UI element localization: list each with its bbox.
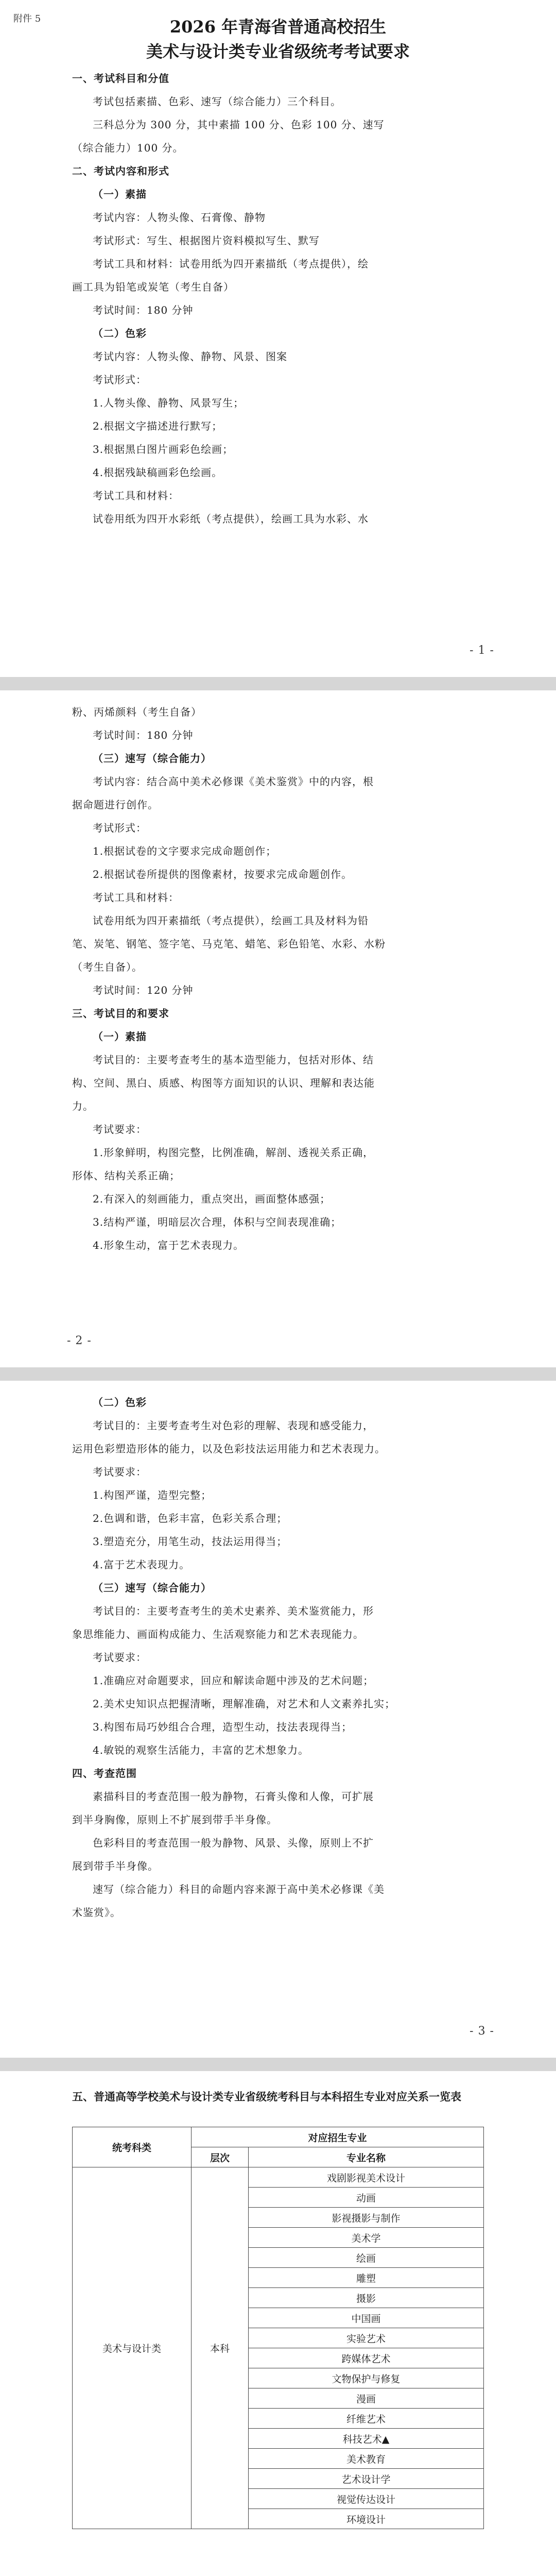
section-heading: 三、考试目的和要求 [72,1007,169,1020]
major-name-cell: 环境设计 [249,2509,484,2529]
major-name-cell: 跨媒体艺术 [249,2348,484,2368]
paragraph-line: 考试要求： [93,1123,147,1136]
section-heading: 一、考试科目和分值 [72,72,169,84]
major-name-cell: 视觉传达设计 [249,2489,484,2509]
paragraph-line: 2.色调和谐，色彩丰富，色彩关系合理； [93,1512,288,1524]
paragraph-line: 考试目的：主要考查考生的基本造型能力，包括对形体、结 [93,1054,374,1066]
page-2-body [72,701,484,1257]
page-4-content [72,2087,484,2529]
page-gap-3 [0,2058,556,2071]
section-heading: 四、考查范围 [72,1767,137,1780]
major-name-cell: 实验艺术 [249,2328,484,2348]
annex-label: 附件 5 [13,13,41,24]
paragraph-line: 1.根据试卷的文字要求完成命题创作； [93,845,277,857]
paragraph-line: 三科总分为 300 分，其中素描 100 分、色彩 100 分、速写 [93,118,385,131]
paragraph-line: 考试形式： [93,374,147,386]
paragraph-line: 构、空间、黑白、质感、构图等方面知识的认识、理解和表达能 [72,1077,375,1089]
paragraph-line: 1.构图严谨，造型完整； [93,1489,212,1501]
paragraph-line: 考试内容：人物头像、静物、风景、图案 [93,350,287,363]
paragraph-line: 试卷用纸为四开素描纸（考点提供），绘画工具及材料为铅 [93,914,369,927]
major-name-cell: 艺术设计学 [249,2469,484,2489]
major-name-cell: 文物保护与修复 [249,2368,484,2388]
major-name-cell: 影视摄影与制作 [249,2208,484,2228]
major-name-cell: 美术教育 [249,2449,484,2469]
paragraph-line: 考试目的：主要考查考生对色彩的理解、表现和感受能力， [93,1419,374,1432]
paragraph-line: （综合能力）100 分。 [72,142,184,154]
paragraph-line: 考试目的：主要考查考生的美术史素养、美术鉴赏能力，形 [93,1605,374,1617]
paragraph-line: 3.构图布局巧妙组合合理，造型生动，技法表现得当； [93,1721,353,1733]
section-heading: （三）速写（综合能力） [93,752,212,765]
paragraph-line: 4.形象生动，富于艺术表现力。 [93,1239,245,1251]
paragraph-line: 展到带手半身像。 [72,1860,159,1872]
paragraph-line: 笔、炭笔、钢笔、签字笔、马克笔、蜡笔、彩色铅笔、水彩、水粉 [72,938,386,950]
table-row [73,2167,484,2188]
page-number-3: - 3 - [470,2025,494,2038]
page-3-body [72,1391,484,1924]
subject-cell: 美术与设计类 [73,2167,192,2529]
header-name: 专业名称 [249,2147,484,2167]
page-gap-1 [0,677,556,690]
paragraph-line: 素描科目的考查范围一般为静物，石膏头像和人像，可扩展 [93,1790,374,1803]
major-name-cell: 美术学 [249,2228,484,2248]
paragraph-line: 3.结构严谨，明暗层次合理，体积与空间表现准确； [93,1216,342,1228]
paragraph-line: 色彩科目的考查范围一般为静物、风景、头像，原则上不扩 [93,1837,374,1849]
major-name-cell: 戏剧影视美术设计 [249,2167,484,2188]
header-level: 层次 [192,2147,249,2167]
paragraph-line: 考试形式：写生、根据图片资料模拟写生、默写 [93,234,320,247]
paragraph-line: 1.准确应对命题要求，回应和解读命题中涉及的艺术问题； [93,1674,374,1687]
major-mapping-table [72,2127,484,2529]
major-name-cell: 摄影 [249,2288,484,2308]
paragraph-line: 4.富于艺术表现力。 [93,1558,190,1571]
paragraph-line: 考试工具和材料： [93,489,179,502]
major-name-cell: 纤维艺术 [249,2409,484,2429]
paragraph-line: 1.人物头像、静物、风景写生； [93,397,245,409]
paragraph-line: 2.美术史知识点把握清晰，理解准确，对艺术和人文素养扎实； [93,1698,396,1710]
paragraph-line: 运用色彩塑造形体的能力，以及色彩技法运用能力和艺术表现力。 [72,1443,386,1455]
paragraph-line: 术鉴赏》。 [72,1906,121,1919]
paragraph-line: 考试时间：120 分钟 [93,984,194,996]
page-gap-2 [0,1367,556,1381]
paragraph-line: 考试时间：180 分钟 [93,304,194,316]
major-name-cell: 漫画 [249,2388,484,2409]
paragraph-line: 据命题进行创作。 [72,799,159,811]
header-major: 对应招生专业 [192,2127,484,2147]
section-heading: （二）色彩 [93,1396,147,1409]
document-title-line-1: 2026 年青海省普通高校招生 [169,17,387,37]
paragraph-line: 3.根据黑白图片画彩色绘画； [93,443,234,455]
paragraph-line: 考试内容：结合高中美术必修课《美术鉴赏》中的内容，根 [93,775,374,788]
page-number-2: - 2 - [67,1334,92,1347]
paragraph-line: 速写（综合能力）科目的命题内容来源于高中美术必修课《美 [93,1883,385,1895]
paragraph-line: 1.形象鲜明，构图完整，比例准确，解剖、透视关系正确， [93,1146,374,1159]
paragraph-line: （考生自备）。 [72,961,143,973]
paragraph-line: 4.敏锐的观察生活能力，丰富的艺术想象力。 [93,1744,309,1756]
major-name-cell: 雕塑 [249,2268,484,2288]
paragraph-line: 考试要求： [93,1466,147,1478]
section-heading: （二）色彩 [93,327,147,340]
paragraph-line: 试卷用纸为四开水彩纸（考点提供），绘画工具为水彩、水 [93,513,369,525]
paragraph-line: 粉、丙烯颜料（考生自备） [72,706,202,718]
major-name-cell: 科技艺术▲ [249,2429,484,2449]
paragraph-line: 考试内容：人物头像、石膏像、静物 [93,211,266,224]
page-1-body [72,67,484,531]
paragraph-line: 到半身胸像，原则上不扩展到带手半身像。 [72,1814,277,1826]
level-cell: 本科 [192,2167,249,2529]
paragraph-line: 2.根据试卷所提供的图像素材，按要求完成命题创作。 [93,868,353,880]
major-name-cell: 绘画 [249,2248,484,2268]
major-name-cell: 动画 [249,2188,484,2208]
paragraph-line: 2.有深入的刻画能力，重点突出，画面整体感强； [93,1193,331,1205]
paragraph-line: 考试形式： [93,822,147,834]
paragraph-line: 考试工具和材料： [93,891,179,904]
paragraph-line: 形体、结构关系正确； [72,1170,180,1182]
paragraph-line: 2.根据文字描述进行默写； [93,420,223,432]
section-heading: （三）速写（综合能力） [93,1582,212,1594]
paragraph-line: 考试工具和材料：试卷用纸为四开素描纸（考点提供），绘 [93,258,369,270]
paragraph-line: 考试时间：180 分钟 [93,729,194,741]
section-heading: （一）素描 [93,1030,147,1043]
paragraph-line: 力。 [72,1100,94,1112]
page-number-1: - 1 - [470,644,494,657]
paragraph-line: 考试要求： [93,1651,147,1664]
paragraph-line: 象思维能力、画面构成能力、生活观察能力和艺术表现能力。 [72,1628,364,1640]
section-heading: （一）素描 [93,188,147,200]
section-heading: 二、考试内容和形式 [72,165,169,177]
table-header-row [73,2127,484,2147]
section-5-heading: 五、普通高等学校美术与设计类专业省级统考科目与本科招生专业对应关系一览表 [72,2090,461,2103]
major-name-cell: 中国画 [249,2308,484,2328]
paragraph-line: 画工具为铅笔或炭笔（考生自备） [72,281,234,293]
document-title-line-2: 美术与设计类专业省级统考考试要求 [146,42,410,61]
paragraph-line: 考试包括素描、色彩、速写（综合能力）三个科目。 [93,95,341,108]
header-subject: 统考科类 [73,2127,192,2167]
page-1-content [72,14,484,531]
paragraph-line: 4.根据残缺稿画彩色绘画。 [93,466,223,479]
paragraph-line: 3.塑造充分，用笔生动，技法运用得当； [93,1535,288,1548]
